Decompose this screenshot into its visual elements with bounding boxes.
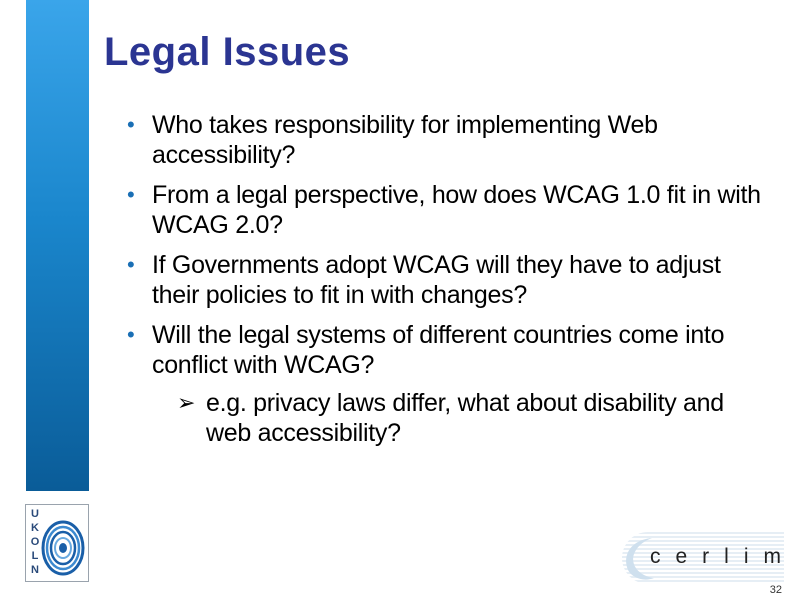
bullet-dot-icon: • — [127, 252, 135, 277]
bullet-dot-icon: • — [127, 112, 135, 137]
ukoln-letters: UKOLN — [30, 508, 40, 576]
page-number: 32 — [769, 584, 782, 596]
side-accent-bar — [26, 0, 89, 491]
bullet-item — [125, 250, 765, 310]
ukoln-logo — [25, 504, 89, 582]
cerlim-logo-text: cerlim — [650, 545, 796, 568]
arrow-bullet-icon: ➢ — [177, 390, 196, 415]
slide-content — [125, 110, 765, 448]
slide-title: Legal Issues — [104, 30, 351, 74]
sub-bullet-item — [177, 388, 765, 448]
cerlim-logo — [622, 532, 796, 584]
bullet-item — [125, 320, 765, 380]
bullet-item — [125, 180, 765, 240]
bullet-dot-icon: • — [127, 182, 135, 207]
bullet-text: From a legal perspective, how does WCAG 1.0 fit in with WCAG 2.0? — [152, 181, 761, 239]
bullet-text: If Governments adopt WCAG will they have to adjust their policies to fit in with changes? — [152, 251, 721, 309]
bullet-item — [125, 110, 765, 170]
ukoln-swirl-icon — [41, 519, 85, 577]
ukoln-logo-text — [29, 507, 41, 577]
bullet-text: Who takes responsibility for implementing Web accessibility? — [152, 111, 658, 169]
bullet-dot-icon: • — [127, 322, 135, 347]
bullet-text: Will the legal systems of different countries come into conflict with WCAG? — [152, 321, 725, 379]
sub-bullet-text: e.g. privacy laws differ, what about disability and web accessibility? — [206, 389, 724, 447]
